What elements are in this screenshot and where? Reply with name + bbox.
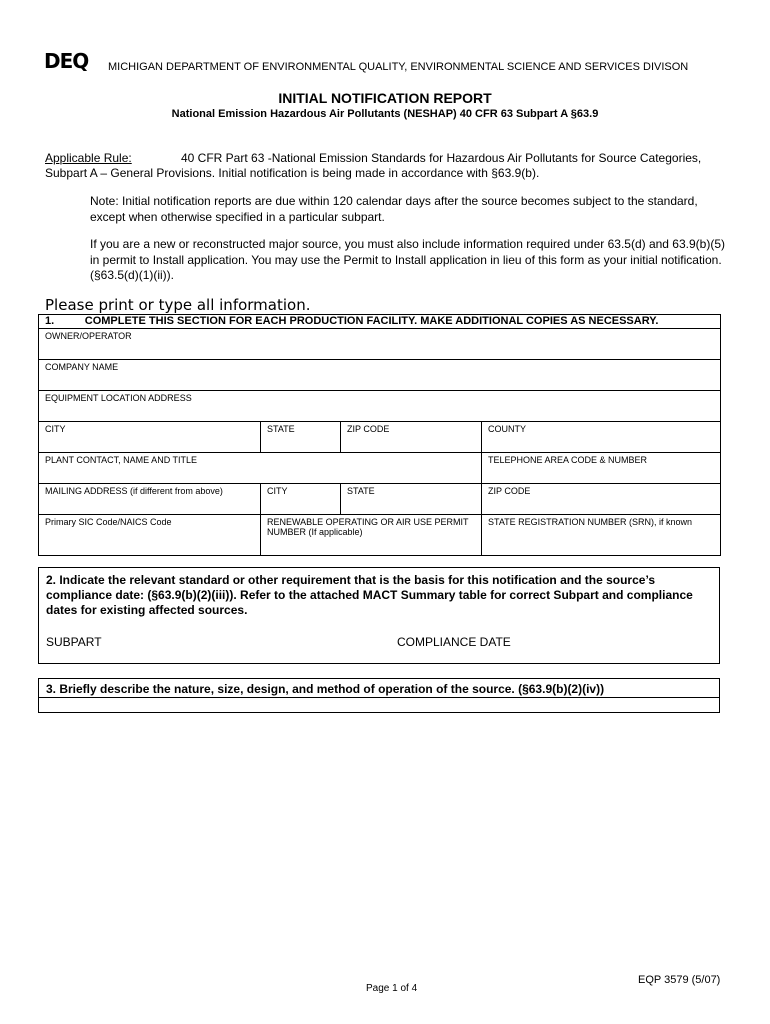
company-name-field[interactable] bbox=[39, 360, 721, 391]
deq-logo: DEQ bbox=[44, 49, 89, 73]
section3-answer-field[interactable] bbox=[39, 697, 719, 698]
owner-operator-label: OWNER/OPERATOR bbox=[45, 331, 132, 341]
city-label: CITY bbox=[45, 424, 66, 434]
facility-info-table bbox=[38, 314, 721, 556]
permit-number-label: RENEWABLE OPERATING OR AIR USE PERMIT NUMBER (If applicable) bbox=[267, 517, 469, 537]
applicable-rule-label: Applicable Rule: bbox=[45, 151, 132, 165]
subpart-field[interactable] bbox=[46, 635, 102, 649]
mailing-state-field[interactable] bbox=[341, 484, 482, 515]
applicable-rule-text: 40 CFR Part 63 -National Emission Standards for Hazardous Air Pollutants for Source Categories, Subpart A – General Provisions. Initial notification is being made in accordance with §63.9(b). bbox=[45, 151, 702, 180]
county-field[interactable] bbox=[482, 422, 721, 453]
srn-field[interactable] bbox=[482, 515, 721, 556]
equipment-location-field[interactable] bbox=[39, 391, 721, 422]
permit-number-field[interactable] bbox=[261, 515, 482, 556]
department-name: MICHIGAN DEPARTMENT OF ENVIRONMENTAL QUALITY, ENVIRONMENTAL SCIENCE AND SERVICES DIVISON bbox=[108, 61, 689, 73]
section3-box bbox=[38, 678, 720, 713]
owner-operator-field[interactable] bbox=[39, 329, 721, 360]
section2-question: 2. Indicate the relevant standard or other requirement that is the basis for this notification and the source’s compliance date: (§63.9(b)(2)(iii)). Refer to the attached MACT Summary table for correct Subpart and compliance dates for existing affected sources. bbox=[46, 573, 693, 617]
compliance-date-field[interactable] bbox=[397, 635, 511, 649]
sic-code-label: Primary SIC Code/NAICS Code bbox=[45, 517, 172, 527]
county-label: COUNTY bbox=[488, 424, 526, 434]
form-number: EQP 3579 (5/07) bbox=[638, 974, 721, 986]
plant-contact-label: PLANT CONTACT, NAME AND TITLE bbox=[45, 455, 198, 465]
section1-heading bbox=[39, 315, 721, 329]
applicable-rule bbox=[45, 151, 725, 181]
company-name-label: COMPANY NAME bbox=[45, 362, 119, 372]
note-due-date: Note: Initial notification reports are due within 120 calendar days after the source becomes subject to the standard, except when otherwise specified in a particular subpart. bbox=[90, 194, 698, 224]
section2-box bbox=[38, 567, 720, 664]
mailing-state-label: STATE bbox=[347, 486, 375, 496]
compliance-date-label: COMPLIANCE DATE bbox=[397, 635, 511, 649]
mailing-zip-label: ZIP CODE bbox=[488, 486, 531, 496]
section1-number: 1. bbox=[45, 315, 55, 327]
print-instruction: Please print or type all information. bbox=[45, 296, 311, 314]
srn-label: STATE REGISTRATION NUMBER (SRN), if known bbox=[488, 517, 693, 527]
equipment-location-label: EQUIPMENT LOCATION ADDRESS bbox=[45, 393, 192, 403]
plant-contact-field[interactable] bbox=[39, 453, 482, 484]
mailing-zip-field[interactable] bbox=[482, 484, 721, 515]
sic-code-field[interactable] bbox=[39, 515, 261, 556]
mailing-address-field[interactable] bbox=[39, 484, 261, 515]
mailing-address-label: MAILING ADDRESS (if different from above) bbox=[45, 486, 223, 496]
mailing-city-field[interactable] bbox=[261, 484, 341, 515]
report-subtitle: National Emission Hazardous Air Pollutants (NESHAP) 40 CFR 63 Subpart A §63.9 bbox=[171, 108, 599, 120]
page-number: Page 1 of 4 bbox=[366, 983, 418, 994]
section1-heading-text: COMPLETE THIS SECTION FOR EACH PRODUCTION FACILITY. MAKE ADDITIONAL COPIES AS NECESSARY. bbox=[84, 315, 659, 327]
city-field[interactable] bbox=[39, 422, 261, 453]
state-label: STATE bbox=[267, 424, 295, 434]
report-title: INITIAL NOTIFICATION REPORT bbox=[278, 90, 492, 106]
section3-question: 3. Briefly describe the nature, size, design, and method of operation of the source. (§63.9(b)(2)(iv)) bbox=[46, 682, 605, 696]
telephone-field[interactable] bbox=[482, 453, 721, 484]
zip-label: ZIP CODE bbox=[347, 424, 390, 434]
telephone-label: TELEPHONE AREA CODE & NUMBER bbox=[488, 455, 648, 465]
note-major-source: If you are a new or reconstructed major source, you must also include information required under 63.5(d) and 63.9(b)(5) in permit to Install application. You may use the Permit to Install application in lieu of this form as your initial notification. (§63.5(d)(1)(ii)). bbox=[90, 237, 725, 282]
zip-field[interactable] bbox=[341, 422, 482, 453]
subpart-label: SUBPART bbox=[46, 635, 102, 649]
mailing-city-label: CITY bbox=[267, 486, 288, 496]
state-field[interactable] bbox=[261, 422, 341, 453]
